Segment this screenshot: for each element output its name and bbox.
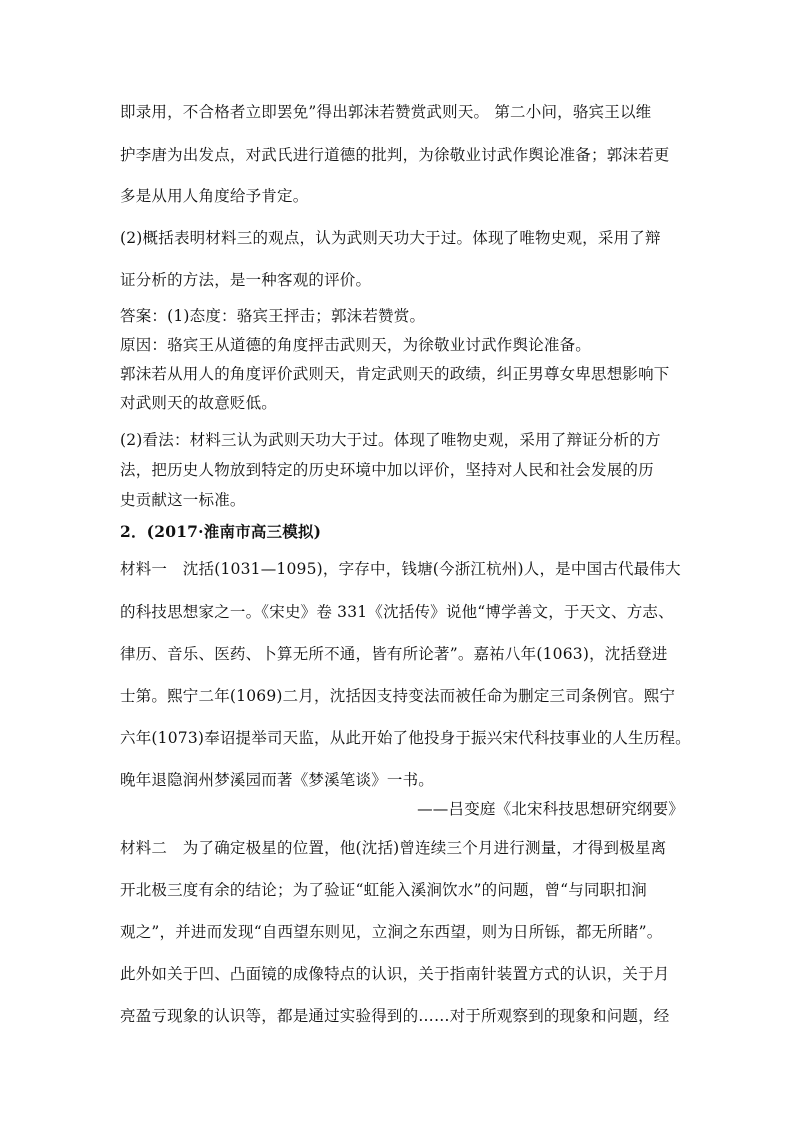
answer-line-7: 史贡献这一标准。 (120, 491, 246, 509)
para-line-4: (2)概括表明材料三的观点，认为武则天功大于过。体现了唯物史观，采用了辩 (120, 229, 661, 247)
answer-line-4: 对武则天的故意贬低。 (120, 394, 278, 412)
question-heading: 2．(2017·淮南市高三模拟) (120, 522, 322, 541)
answer-line-3: 郭沫若从用人的角度评价武则天，肯定武则天的政绩，纠正男尊女卑思想影响下 (120, 365, 670, 383)
answer-line-6: 法，把历史人物放到特定的历史环境中加以评价，坚持对人民和社会发展的历 (120, 461, 654, 479)
answer-line-2: 原因：骆宾王从道德的角度抨击武则天，为徐敬业讨武作舆论准备。 (120, 336, 592, 354)
material-1-line-6: 晚年退隐润州梦溪园而著《梦溪笔谈》一书。 (120, 771, 435, 789)
material-1-line-1: 材料一 沈括(1031—1095)，字存中，钱塘(今浙江杭州)人，是中国古代最伟大 (120, 560, 681, 578)
answer-line-5: (2)看法：材料三认为武则天功大于过。体现了唯物史观，采用了辩证分析的方 (120, 431, 661, 449)
para-line-5: 证分析的方法，是一种客观的评价。 (120, 271, 372, 289)
material-2-line-2: 开北极三度有余的结论；为了验证“虹能入溪涧饮水”的问题，曾“与同职扣涧 (120, 881, 647, 899)
material-1-line-4: 士第。熙宁二年(1069)二月，沈括因支持变法而被任命为删定三司条例官。熙宁 (120, 687, 676, 705)
para-line-1: 即录用，不合格者立即罢免”得出郭沫若赞赏武则天。 第二小问，骆宾王以维 (120, 103, 652, 121)
material-1-line-3: 律历、音乐、医药、卜算无所不通，皆有所论著”。嘉祐八年(1063)，沈括登进 (120, 645, 668, 663)
material-2-line-1: 材料二 为了确定极星的位置，他(沈括)曾连续三个月进行测量，才得到极星离 (120, 839, 667, 857)
material-2-line-5: 亮盈亏现象的认识等，都是通过实验得到的……对于所观察到的现象和问题，经 (120, 1007, 670, 1025)
para-line-3: 多是从用人角度给予肯定。 (120, 187, 309, 205)
material-2-line-3: 观之”，并进而发现“自西望东则见，立涧之东西望，则为日所铄，都无所睹”。 (120, 923, 663, 941)
answer-line-1: 答案：(1)态度：骆宾王抨击；郭沫若赞赏。 (120, 307, 426, 325)
citation: ——吕变庭《北宋科技思想研究纲要》 (417, 800, 684, 818)
material-1-line-2: 的科技思想家之一。《宋史》卷 331《沈括传》说他“博学善文，于天文、方志、 (120, 603, 674, 621)
material-2-line-4: 此外如关于凹、凸面镜的成像特点的认识，关于指南针装置方式的认识，关于月 (120, 965, 670, 983)
para-line-2: 护李唐为出发点，对武氏进行道德的批判，为徐敬业讨武作舆论准备；郭沫若更 (120, 146, 670, 164)
material-1-line-5: 六年(1073)奉诏提举司天监，从此开始了他投身于振兴宋代科技事业的人生历程。 (120, 729, 691, 747)
